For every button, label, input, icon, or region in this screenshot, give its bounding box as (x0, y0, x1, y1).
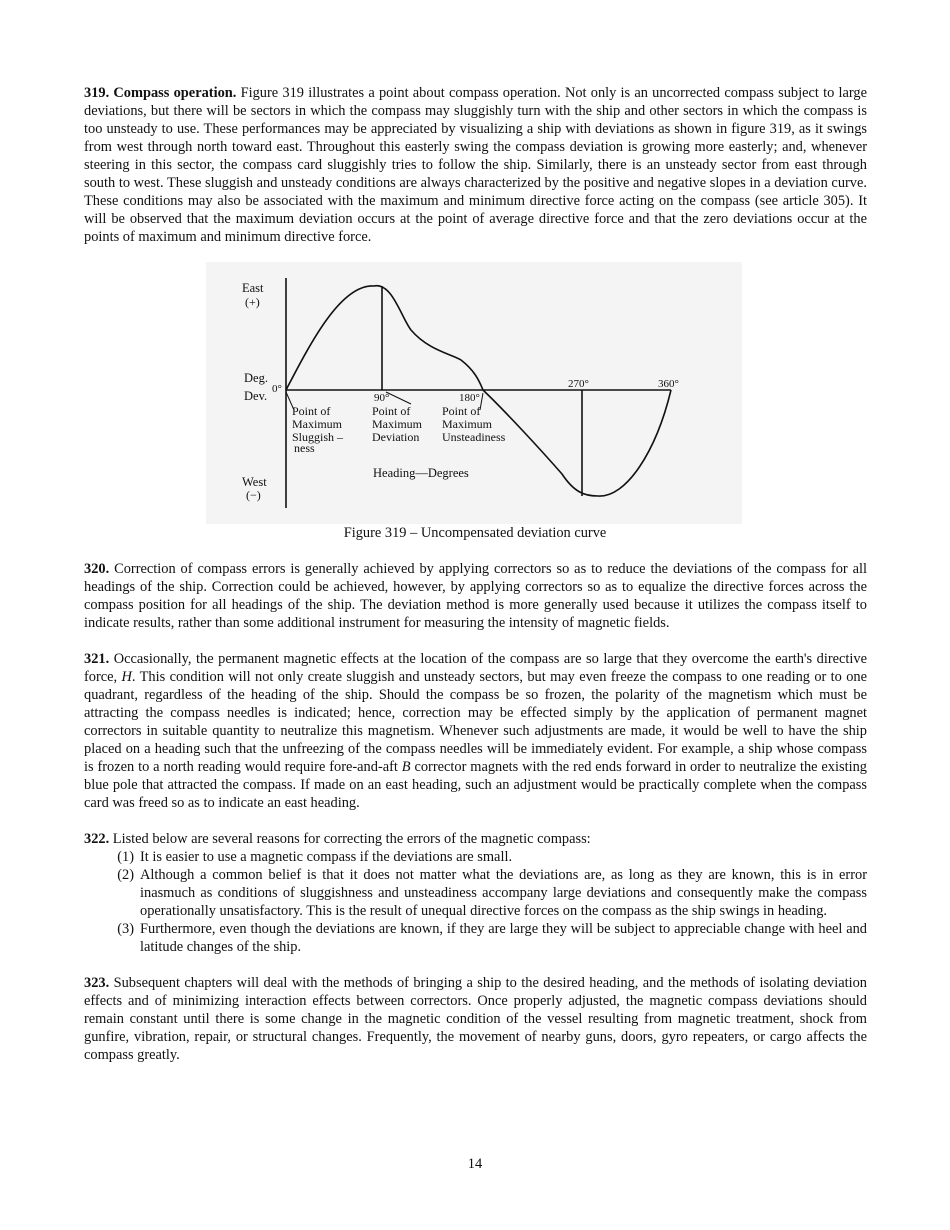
document-body-continued (84, 560, 867, 1064)
paragraph-321-text: Occasionally, the permanent magnetic effects at the location of the compass are so large that they overcome the earth's directive force, (84, 651, 867, 685)
east-sign: (+) (245, 295, 260, 309)
deviation-curve (286, 286, 671, 496)
paragraph-320 (84, 560, 867, 632)
reasons-list (84, 848, 867, 956)
annotation-line: Deviation (372, 430, 420, 444)
paragraph-321 (84, 650, 867, 812)
paragraph-321-text: . This condition will not only create sluggish and unsteady sectors, but may even freeze the compass to one reading or to one quadrant, regardless of the heading of the ship. Should the compass be so frozen, the polarity of the magnetism which must be attracting the compass needles is indicated; hence, correction may be effected simply by the application of permanent magnet correctors in suitable quantity to neutralize this magnetism. Whenever such adjustments are made, it would be well to have the ship placed on a heading such that the unfreezing of the compass needles will be immediately evident. For example, a ship whose compass is frozen to a north reading would require fore-and-aft (84, 669, 868, 775)
document-body (84, 84, 867, 246)
list-item-text: It is easier to use a magnetic compass if the deviations are small. (140, 849, 513, 865)
annotation-max-unsteadiness (442, 404, 506, 444)
figure-caption: Figure 319 – Uncompensated deviation curve (343, 525, 607, 541)
paragraph-323-text: Subsequent chapters will deal with the methods of bringing a ship to the desired heading, and the methods of isolating deviation effects and of minimizing interaction effects between correctors. Once properly adjusted, the magnetic compass deviations should remain constant until there is some change in the magnetic condition of the vessel resulting from magnetic treatment, shock from gunfire, vibration, repair, or structural changes. Frequently, the movement of nearby guns, doors, gyro repeaters, or cargo affects the compass greatly. (84, 975, 867, 1063)
tick-360: 360° (658, 378, 679, 390)
west-label: West (242, 475, 267, 489)
paragraph-323 (84, 974, 867, 1064)
paragraph-322-heading: 322. (84, 831, 110, 847)
list-item (84, 866, 867, 920)
symbol-h: H (121, 669, 132, 685)
annotation-line: Point of (292, 404, 331, 418)
annotation-line: Sluggish – (292, 430, 344, 444)
paragraph-322-text: Listed below are several reasons for correcting the errors of the magnetic compass: (109, 831, 591, 847)
deviation-curve-chart (206, 262, 742, 524)
deg-label: Deg. (244, 371, 268, 385)
annotation-line: Point of (442, 404, 481, 418)
figure-319 (206, 262, 742, 524)
annotation-line: Maximum (292, 417, 342, 431)
annotation-line: ness (294, 441, 315, 455)
x-axis-title: Heading—Degrees (373, 466, 469, 480)
list-item-text: Although a common belief is that it does not matter what the deviations are, as long as they are known, this is in error inasmuch as conditions of sluggishness and unsteadiness accompany large deviations and consequently make the compass operationally unsatisfactory. This is the result of unequal directive forces on the compass as the ship swings in heading. (140, 867, 867, 919)
deviation-pointer (386, 392, 411, 404)
list-item-text: Furthermore, even though the deviations are known, if they are large they will be subject to appreciable change with heel and latitude changes of the ship. (140, 921, 867, 955)
annotation-line: Unsteadiness (442, 430, 506, 444)
annotation-max-sluggishness (292, 404, 344, 455)
paragraph-319 (84, 84, 867, 246)
paragraph-321-text: corrector magnets with the red ends forward in order to neutralize the existing blue pole that attracted the compass. If made on an east heading, such an adjustment would be practically complete when the compass card was freed so as to indicate an east heading. (84, 759, 867, 811)
dev-label: Dev. (244, 389, 268, 403)
east-label: East (242, 281, 264, 295)
unsteady-pointer (480, 393, 483, 410)
tick-270: 270° (568, 378, 589, 390)
paragraph-320-heading: 320. (84, 561, 110, 577)
paragraph-319-heading: 319. Compass operation. (84, 85, 237, 101)
annotation-line: Maximum (372, 417, 422, 431)
paragraph-320-text: Correction of compass errors is generally achieved by applying correctors so as to reduce the deviations of the compass for all headings of the ship. Correction could be achieved, however, by applying correctors so as to equalize the directive forces across the compass position for all headings of the ship. The deviation method is more generally used because it utilizes the compass itself to indicate results, rather than some additional instrument for measuring the intensity of magnetic fields. (84, 561, 867, 631)
list-item (84, 920, 867, 956)
annotation-line: Point of (372, 404, 411, 418)
west-sign: (−) (246, 488, 261, 502)
tick-0: 0° (272, 383, 282, 395)
annotation-max-deviation (372, 404, 423, 444)
tick-180: 180° (459, 392, 480, 404)
paragraph-322 (84, 830, 867, 848)
list-item-number: (2) (117, 867, 134, 883)
tick-90: 90° (374, 392, 390, 404)
paragraph-321-heading: 321. (84, 651, 110, 667)
symbol-b: B (401, 759, 411, 775)
list-item-number: (3) (117, 921, 134, 937)
paragraph-323-heading: 323. (84, 975, 110, 991)
list-item-number: (1) (117, 849, 134, 865)
list-item (84, 848, 867, 866)
page-number: 14 (467, 1156, 483, 1172)
annotation-line: Maximum (442, 417, 492, 431)
paragraph-319-text: Figure 319 illustrates a point about compass operation. Not only is an uncorrected compass subject to large deviations, but there will be sectors in which the compass may sluggishly turn with the ship and other sectors in which the compass is too unsteady to use. These performances may be appreciated by visualizing a ship with deviations as shown in figure 319, as it swings from west through north toward east. Throughout this easterly swing the compass deviation is growing more easterly; and, whenever steering in this sector, the compass card sluggishly tries to follow the ship. Similarly, there is an unsteady sector from east through south to west. These sluggish and unsteady conditions are always characterized by the positive and negative slopes in a deviation curve. These conditions may also be associated with the maximum and minimum directive force acting on the compass (see article 305). It will be observed that the maximum deviation occurs at the point of average directive force and that the zero deviations occur at the points of maximum and minimum directive force. (84, 85, 868, 245)
